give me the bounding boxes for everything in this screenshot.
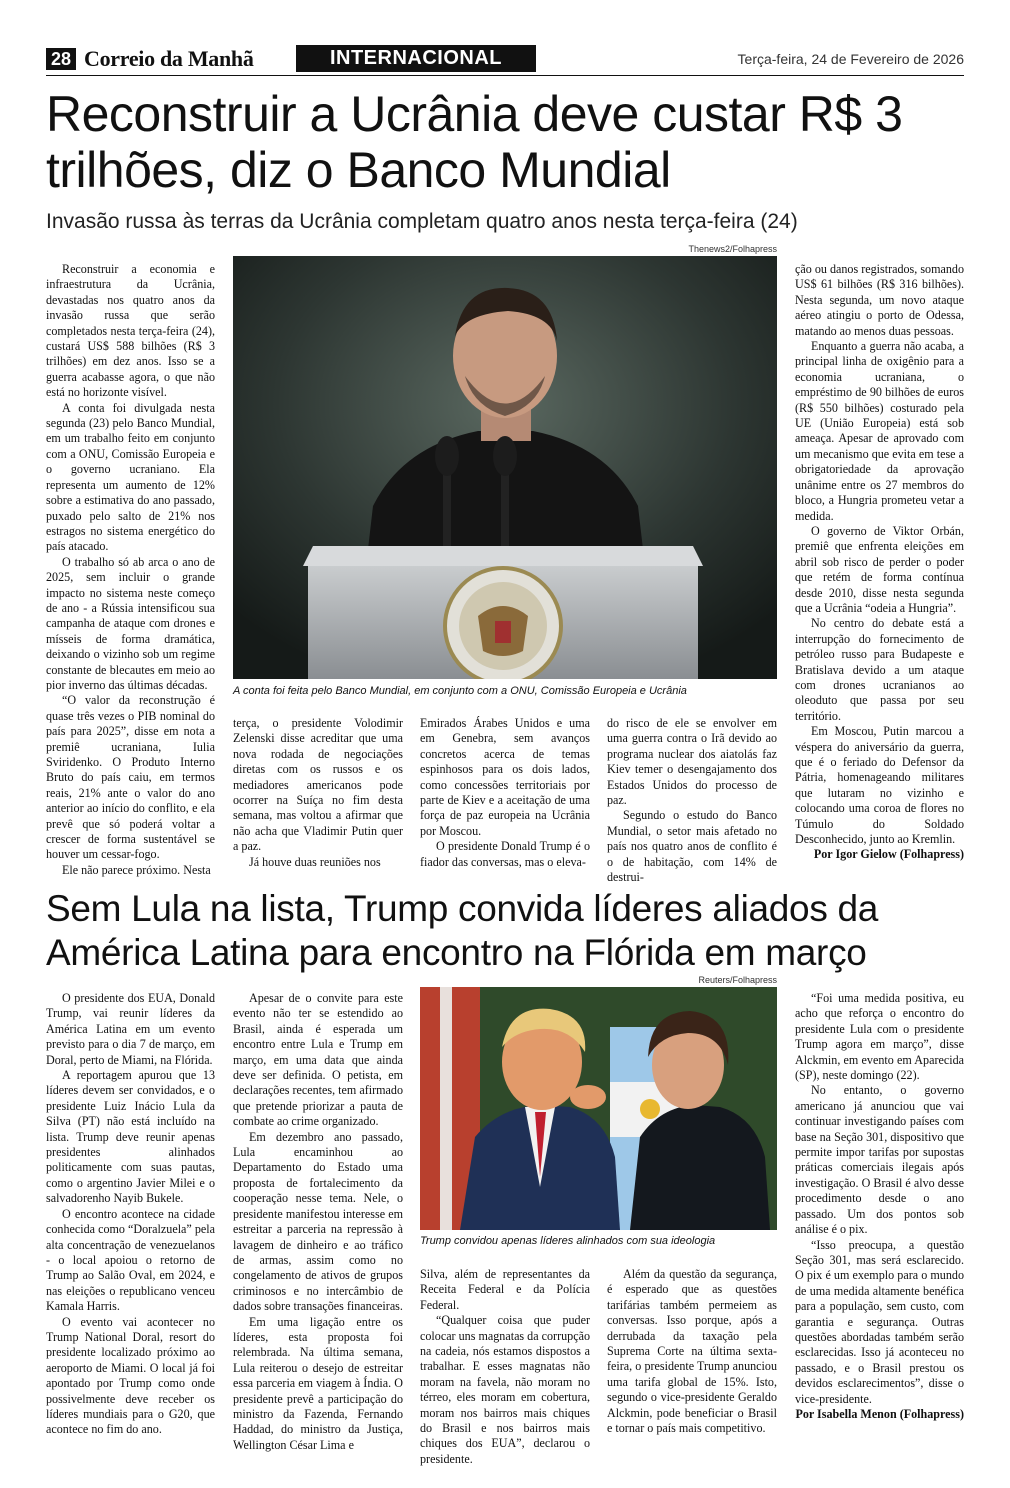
paragraph: Apesar de o convite para este evento não ter se estendido ao Brasil, ainda é esperada um encontro entre Lula e Trump em março, em uma data que ainda deve ser definida. O petista, em declarações recentes, tem afirmado que pretende priorizar a pauta de combate ao crime organizado. (233, 991, 403, 1129)
page-header (46, 44, 964, 74)
article2-column-3 (420, 1267, 590, 1467)
newspaper-name: Correio da Manhã (84, 46, 254, 71)
article1-headline: Reconstruir a Ucrânia deve custar R$ 3 trilhões, diz o Banco Mundial (46, 86, 903, 198)
paragraph: terça, o presidente Volodimir Zelenski disse acreditar que uma nova rodada de negociações diretas com os russos e os mediadores americanos pode ocorrer na Suíça no fim desta semana, mas voltou a afirmar que não acha que Vladimir Putin quer a paz. (233, 716, 403, 854)
paragraph: Além da questão da segurança, é esperado que as questões tarifárias também permeiem as conversas. Isso porque, após a derrubada da taxação pela Suprema Corte na última sexta-feira, o presidente Trump anunciou uma tarifa global de 15%. Isto, segundo o vice-presidente Geraldo Alckmin, pode beneficiar o Brasil e tornar o país mais competitivo. (607, 1267, 777, 1436)
paragraph: A conta foi divulgada nesta segunda (23) pelo Banco Mundial, em um trabalho feito em conjunto com a ONU, Comissão Europeia e o governo ucraniano. Ela representa um aumento de 12% sobre a estimativa do ano passado, puxado pelo salto de 21% nos estragos no sistema energético do país atacado. (46, 400, 215, 554)
paragraph: O trabalho só ab arca o ano de 2025, sem incluir o grande impacto no sistema neste começo de ano - a Rússia intensificou sua campanha de ataque com drones e mísseis de forma dramática, deixando o vizinho sob um regime constante de blecautes em meio ao pior inverno das últimas décadas. (46, 554, 215, 692)
paragraph: “Foi uma medida positiva, eu acho que reforça o encontro do presidente Lula com o presidente Trump agora em março”, disse Alckmin, em evento em Aparecida (SP), neste domingo (22). (795, 991, 964, 1083)
paragraph: Já houve duas reuniões nos (249, 854, 381, 869)
zelensky-podium-photo (233, 256, 777, 679)
paragraph: Em dezembro ano passado, Lula encaminhou ao Departamento do Estado uma proposta de fortalecimento da cooperação nesse tema. Nele, o presidente manifestou interesse em estreitar a parceria na repressão à lavagem de dinheiro e ao tráfico de armas, assim como no congelamento de ativos de grupos criminosos e no intercâmbio de dados sobre transações financeiras. (233, 1129, 403, 1314)
paragraph: “O valor da reconstrução é quase três vezes o PIB nominal do país para 2025”, disse em nota a premiê ucraniana, Iulia Sviridenko. O Produto Interno Bruto do país caiu, em termos reais, 21% ante o valor do ano anterior ao início do conflito, e ela prevê que só poderá voltar a crescer de forma sustentável se houver um cessar-fogo. (46, 693, 215, 862)
trump-milei-photo (420, 987, 777, 1230)
article2-photo-credit: Reuters/Folhapress (698, 975, 777, 985)
header-rule (46, 75, 964, 76)
paragraph: O presidente Donald Trump é o fiador das conversas, mas o eleva- (420, 839, 590, 869)
paragraph: A reportagem apurou que 13 líderes devem ser convidados, e o presidente Luiz Inácio Lula da Silva (PT) não está incluído na lista. Trump deve reunir apenas presidentes alinhados politicamente com suas pautas, como o argentino Javier Milei e o salvadorenho Nayib Bukele. (46, 1068, 215, 1206)
paragraph: Enquanto a guerra não acaba, a principal linha de oxigênio para a economia ucraniana, o empréstimo de 90 bilhões de euros (R$ 550 bilhões) costurado pela UE (União Europeia) está sob ameaça. Apesar de aprovado com um mecanismo que evita em tese a obrigatoriedade da aprovação unânime entre os 27 membros do bloco, a Hungria prometeu vetar a medida. (795, 339, 964, 523)
article1-column-4 (607, 716, 777, 885)
article2-headline: Sem Lula na lista, Trump convida líderes aliados da América Latina para encontro na Flórida em março (46, 888, 879, 973)
article1-photo-credit: Thenews2/Folhapress (688, 244, 777, 254)
paragraph: “Isso preocupa, a questão Seção 301, mas será esclarecido. O pix é um exemplo para o mundo de uma medida altamente benéfica para a população, sem custo, com garantia e segurança. Outras questões abordadas também serão esclarecidas. Isso já aconteceu no passado, e o Brasil prestou os devidos esclarecimentos”, disse o vice-presidente. (795, 1237, 964, 1406)
paragraph: Segundo o estudo do Banco Mundial, o setor mais afetado no país nos quatro anos de conflito é o de habitação, com 14% de destrui- (607, 808, 777, 885)
article1-byline: Por Igor Gielow (Folhapress) (813, 847, 964, 862)
article1-column-3 (420, 716, 590, 870)
paragraph: No centro do debate está a interrupção do fornecimento de petróleo russo para Budapeste e Bratislava devido a um ataque com drones ucranianos ao oleoduto que passa por seu território. (795, 616, 964, 723)
paragraph: Silva, além de representantes da Receita Federal e da Polícia Federal. (420, 1267, 590, 1312)
paragraph: Emirados Árabes Unidos e uma em Genebra, sem avanços concretos acerca de temas espinhosos para os dois lados, como concessões territoriais por parte de Kiev e a aceitação de uma força de paz europeia na Ucrânia por Moscou. (420, 716, 590, 838)
article1-caption: A conta foi feita pelo Banco Mundial, em conjunto com a ONU, Comissão Europeia e Ucrânia (233, 685, 687, 697)
article2-caption: Trump convidou apenas líderes alinhados com sua ideologia (420, 1235, 716, 1247)
article2-photo (420, 987, 777, 1230)
article2-column-2 (233, 991, 403, 1453)
article1-photo (233, 256, 777, 679)
paragraph: Em Moscou, Putin marcou a véspera do aniversário da guerra, que é o feriado do Defensor da Pátria, homenageando militares que lutaram no vizinho e colocando uma coroa de flores no Túmulo do Soldado Desconhecido, junto ao Kremlin. (795, 724, 964, 847)
paragraph: Ele não parece próximo. Nesta (62, 862, 211, 877)
paragraph: do risco de ele se envolver em uma guerra contra o Irã devido ao programa nuclear dos aiatolás faz Kiev temer o desengajamento dos Estados Unidos do processo de paz. (607, 716, 777, 808)
article2-column-1 (46, 991, 215, 1438)
paragraph: Reconstruir a economia e infraestrutura da Ucrânia, devastadas nos quatro anos da invasão russa que serão completados nesta terça-feira (24), custará US$ 588 bilhões (R$ 3 trilhões) em dez anos. Isso se a guerra acabasse agora, o que não está no horizonte visível. (46, 262, 215, 400)
article1-column-2 (233, 716, 403, 870)
paragraph: O encontro acontece na cidade conhecida como “Doralzuela” pela alta concentração de venezuelanos - o local apoiou o retorno de Trump ao Salão Oval, em 2024, e nas eleições o republicano venceu Kamala Harris. (46, 1206, 215, 1314)
article2-column-5 (795, 991, 964, 1422)
section-label: INTERNACIONAL (296, 45, 536, 72)
article1-column-5 (795, 262, 964, 863)
paragraph: O presidente dos EUA, Donald Trump, vai reunir líderes da América Latina em um evento previsto para o dia 7 de março, em Doral, perto de Miami, na Flórida. (46, 991, 215, 1067)
paragraph: No entanto, o governo americano já anunciou que vai continuar investigando países com base na Seção 301, dispositivo que permite impor tarifas por supostas práticas comerciais ilegais após investigação. O Brasil é alvo desse procedimento desde o ano passado. Um dos pontos sob análise é o pix. (795, 1083, 964, 1237)
paragraph: Em uma ligação entre os líderes, esta proposta foi relembrada. Na última semana, Lula reiterou o desejo de estreitar essa parceria em viagem à Índia. O presidente prevê a participação do ministro da Fazenda, Fernando Haddad, do ministro da Justiça, Wellington César Lima e (233, 1314, 403, 1452)
paragraph: ção ou danos registrados, somando US$ 61 bilhões (R$ 316 bilhões). Nesta segunda, um novo ataque aéreo atingiu o porto de Odessa, matando ao menos duas pessoas. (795, 262, 964, 338)
article2-column-4 (607, 1267, 777, 1436)
article1-column-1 (46, 262, 215, 878)
paragraph: O governo de Viktor Orbán, premiê que enfrenta eleições em abril sob risco de perder o poder que retém de forma contínua desde 2010, disse nesta segunda que a Ucrânia “odeia a Hungria”. (795, 523, 964, 615)
issue-date: Terça-feira, 24 de Fevereiro de 2026 (737, 51, 964, 67)
paragraph: O evento vai acontecer no Trump National Doral, resort do presidente localizado próximo ao aeroporto de Miami. O local já foi apontado por Trump como onde possivelmente deve receber os líderes mundiais para o G20, que acontece no fim do ano. (46, 1314, 215, 1437)
article2-byline: Por Isabella Menon (Folhapress) (795, 1406, 964, 1421)
article1-subtitle: Invasão russa às terras da Ucrânia completam quatro anos nesta terça-feira (24) (46, 210, 798, 233)
page-number: 28 (46, 48, 76, 70)
paragraph: “Qualquer coisa que puder colocar uns magnatas da corrupção na cadeia, nós estamos dispostos a trabalhar. E esses magnatas não moram na favela, não moram no térreo, eles moram em cobertura, moram nos bairros mais chiques do Brasil e nos bairros mais chiques dos EUA”, declarou o presidente. (420, 1313, 590, 1466)
